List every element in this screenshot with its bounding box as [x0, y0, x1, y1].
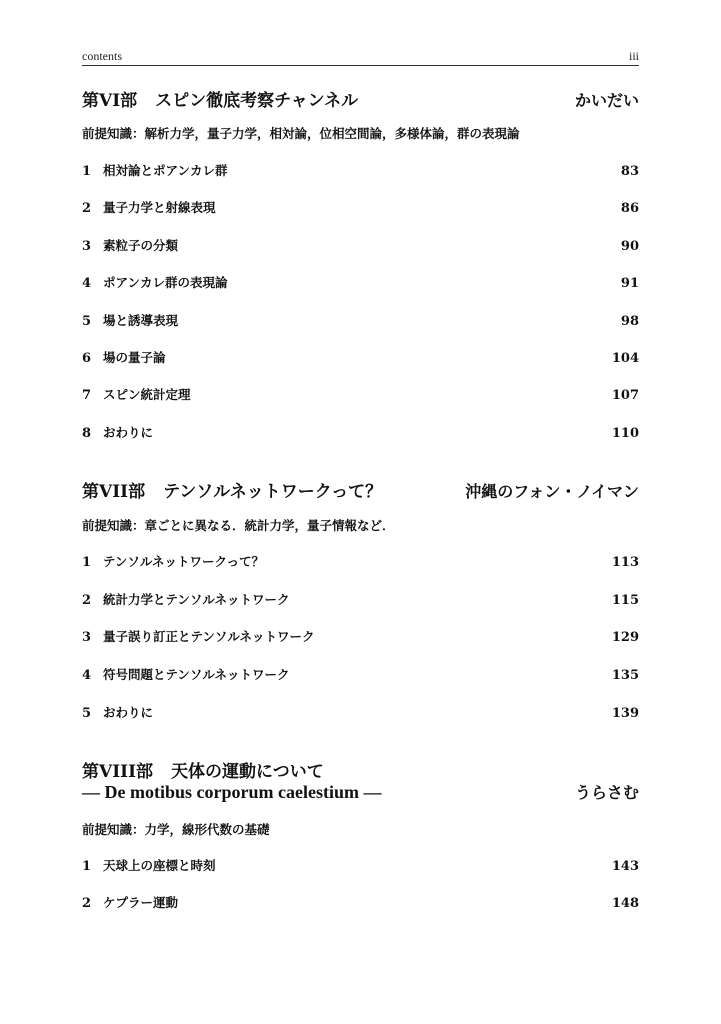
- entry-title: 素粒子の分類: [103, 238, 179, 253]
- toc-entry[interactable]: [82, 665, 639, 683]
- entry-number: 5: [82, 706, 92, 721]
- entry-title: 場の量子論: [103, 350, 166, 365]
- entry-title: 量子力学と射線表現: [103, 200, 216, 215]
- toc-entry[interactable]: [82, 703, 639, 721]
- part-8-title: 天体の運動について: [171, 762, 324, 782]
- part-7-title: テンソルネットワークって？: [163, 482, 383, 502]
- header-rule: [82, 65, 639, 66]
- entry-number: 2: [82, 201, 92, 216]
- part-6-suffix: 部: [120, 91, 138, 111]
- entry-title: テンソルネットワークって？: [103, 554, 265, 569]
- toc-entry[interactable]: [82, 161, 639, 179]
- entry-number: 6: [82, 351, 92, 366]
- entry-number: 5: [82, 314, 92, 329]
- running-head-title: contents: [82, 49, 122, 63]
- part-7-suffix: 部: [128, 482, 146, 502]
- entry-number: 1: [82, 164, 92, 179]
- entry-number: 4: [82, 668, 92, 683]
- toc-page: [82, 0, 639, 1024]
- entry-title: ポアンカレ群の表現論: [103, 275, 228, 290]
- toc-entry[interactable]: [82, 385, 639, 403]
- toc-entry[interactable]: [82, 856, 639, 874]
- part-6-heading: [82, 86, 639, 111]
- entry-page: 91: [620, 276, 639, 291]
- entry-title: 統計力学とテンソルネットワーク: [103, 592, 290, 607]
- entry-page: 83: [620, 164, 639, 179]
- part-8-label: 第: [82, 762, 99, 782]
- part-8-subtitle: — De motibus corporum caelestium —: [82, 782, 382, 802]
- entry-title: おわりに: [103, 425, 154, 440]
- part-8-numeral: VIII: [99, 762, 137, 782]
- entry-page: 90: [620, 239, 639, 254]
- entry-number: 1: [82, 859, 92, 874]
- entry-page: 107: [611, 388, 639, 403]
- entry-page: 110: [611, 426, 639, 441]
- part-6-author: かいだい: [574, 91, 639, 110]
- toc-entry[interactable]: [82, 590, 639, 608]
- page-number: iii: [628, 49, 639, 63]
- toc-entry[interactable]: [82, 273, 639, 291]
- entry-number: 3: [82, 239, 92, 254]
- entry-page: 113: [611, 555, 639, 570]
- entry-number: 8: [82, 426, 92, 441]
- entry-page: 104: [611, 351, 639, 366]
- entry-page: 139: [611, 706, 639, 721]
- entry-page: 148: [611, 896, 639, 911]
- toc-entry[interactable]: [82, 311, 639, 329]
- part-8-subtitle-line: [82, 780, 639, 803]
- part-7-numeral: VII: [99, 482, 129, 502]
- toc-entry[interactable]: [82, 348, 639, 366]
- running-head: [82, 46, 639, 64]
- part-7-heading: [82, 477, 639, 502]
- entry-title: 量子誤り訂正とテンソルネットワーク: [103, 629, 315, 644]
- entry-page: 129: [611, 630, 639, 645]
- entry-title: 天球上の座標と時刻: [103, 858, 216, 873]
- entry-page: 86: [620, 201, 639, 216]
- part-7-prereq: 前提知識：章ごとに異なる．統計力学，量子情報など．: [82, 518, 395, 533]
- entry-title: ケプラー運動: [103, 895, 179, 910]
- toc-entry[interactable]: [82, 627, 639, 645]
- entry-title: 符号問題とテンソルネットワーク: [103, 667, 290, 682]
- part-6-title: スピン徹底考察チャンネル: [155, 91, 359, 111]
- entry-number: 2: [82, 896, 92, 911]
- entry-title: 場と誘導表現: [103, 313, 179, 328]
- entry-number: 7: [82, 388, 92, 403]
- entry-number: 1: [82, 555, 92, 570]
- part-6-label: 第: [82, 91, 99, 111]
- entry-page: 143: [611, 859, 639, 874]
- entry-title: おわりに: [103, 705, 154, 720]
- part-8-heading: [82, 757, 639, 782]
- entry-title: 相対論とポアンカレ群: [103, 163, 228, 178]
- entry-number: 2: [82, 593, 92, 608]
- part-7-label: 第: [82, 482, 99, 502]
- entry-number: 3: [82, 630, 92, 645]
- toc-entry[interactable]: [82, 423, 639, 441]
- toc-entry[interactable]: [82, 236, 639, 254]
- part-6-prereq: 前提知識：解析力学，量子力学，相対論，位相空間論，多様体論，群の表現論: [82, 126, 520, 141]
- entry-title: スピン統計定理: [103, 387, 191, 402]
- entry-number: 4: [82, 276, 92, 291]
- entry-page: 98: [620, 314, 639, 329]
- part-8-prereq: 前提知識：力学，線形代数の基礎: [82, 822, 270, 837]
- part-8-suffix: 部: [136, 762, 154, 782]
- entry-page: 115: [611, 593, 639, 608]
- part-7-author: 沖縄のフォン・ノイマン: [465, 482, 639, 501]
- toc-entry[interactable]: [82, 552, 639, 570]
- part-6-numeral: VI: [99, 91, 121, 111]
- entry-page: 135: [611, 668, 639, 683]
- toc-entry[interactable]: [82, 198, 639, 216]
- toc-entry[interactable]: [82, 893, 639, 911]
- part-8-author: うらさむ: [574, 783, 639, 802]
